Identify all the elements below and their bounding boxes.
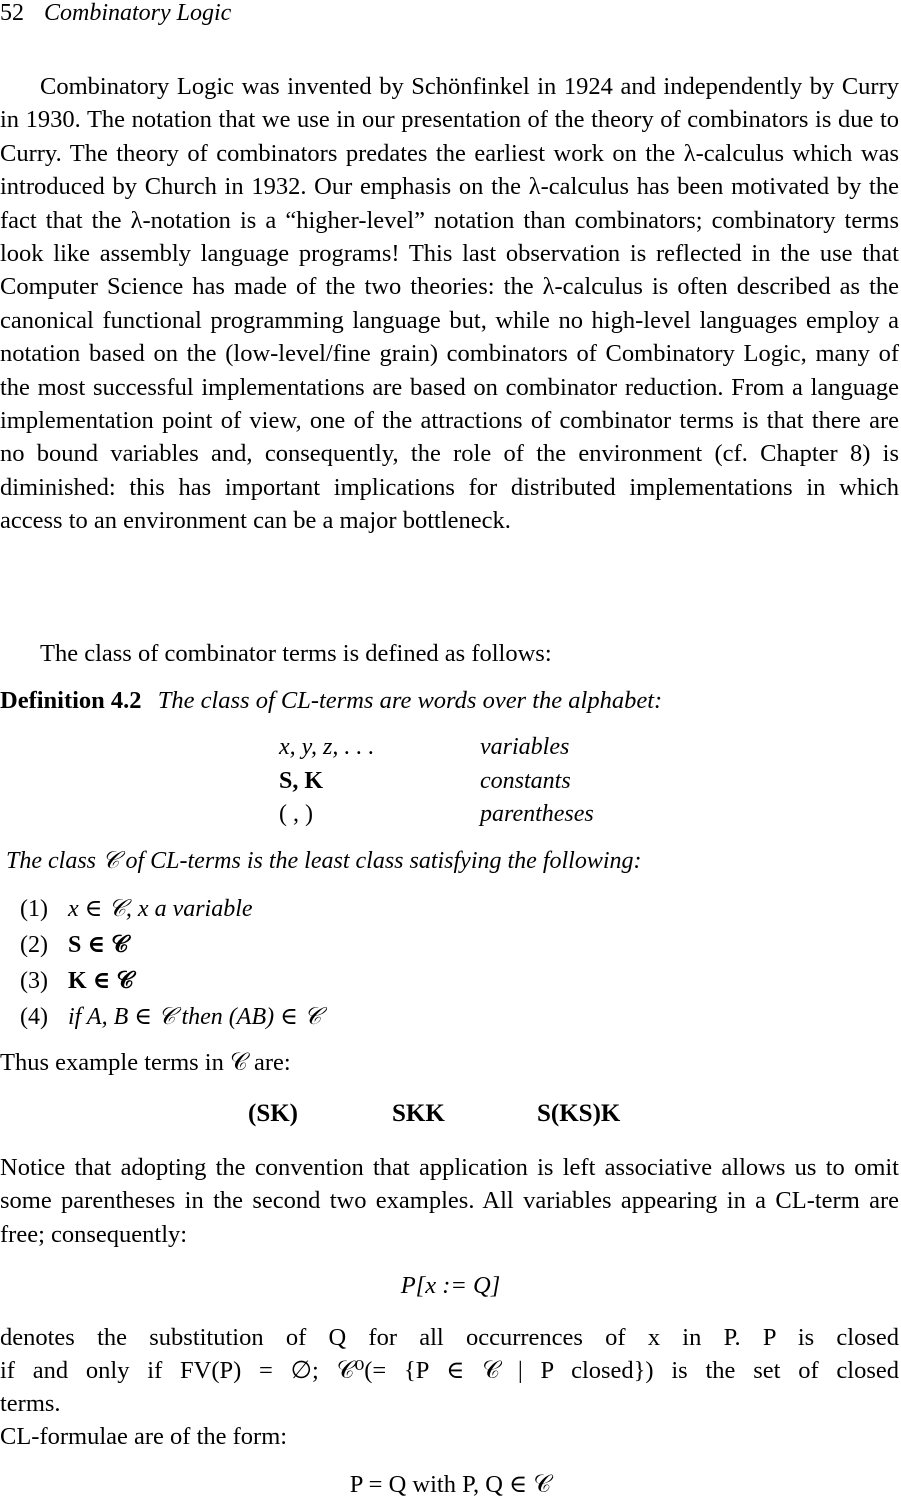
class-statement: The class 𝒞 of CL-terms is the least class satisfying the following: <box>6 848 642 874</box>
alphabet-row <box>279 731 594 765</box>
alphabet-symbol: S, K <box>279 767 324 794</box>
substitution-formula <box>0 1269 901 1303</box>
rule-number: (4) <box>20 1004 48 1030</box>
running-title: Combinatory Logic <box>44 0 232 26</box>
definition-text: The class of CL-terms are words over the alphabet: <box>157 687 663 714</box>
rule-text: K ∈ 𝒞 <box>68 968 134 994</box>
rule-item <box>20 927 321 963</box>
substitution-formula-text: P[x := Q] <box>400 1272 501 1299</box>
alphabet-symbol: ( , ) <box>279 801 313 827</box>
cl-formula <box>0 1468 901 1502</box>
examples-intro: Thus example terms in 𝒞 are: <box>0 1049 291 1076</box>
rule-number: (1) <box>20 896 48 922</box>
alphabet-table <box>279 731 594 832</box>
cl-formula-text: P = Q with P, Q ∈ 𝒞 <box>349 1471 552 1498</box>
closed-terms-line-2: if and only if FV(P) = ∅; 𝒞⁰(= {P ∈ 𝒞 | P closed}) is the set of closed <box>0 1357 899 1384</box>
alphabet-description: variables <box>480 734 570 760</box>
alphabet-row <box>279 798 594 832</box>
rule-item <box>20 891 321 927</box>
alphabet-symbol: x, y, z, . . . <box>279 734 375 760</box>
closed-terms-line-1: denotes the substitution of Q for all occurrences of x in P. P is closed <box>0 1324 899 1351</box>
example-term: S(KS)K <box>537 1100 621 1127</box>
definition-heading-line <box>0 684 662 717</box>
rule-item <box>20 999 321 1035</box>
closed-terms-line-3: terms. <box>0 1390 61 1417</box>
convention-paragraph: Notice that adopting the convention that application is left associative allows us to omit some parentheses in the second two examples. All variables appearing in a CL-term are free; consequently: <box>0 1154 899 1248</box>
rule-item <box>20 963 321 999</box>
alphabet-description: parentheses <box>480 801 594 827</box>
example-term: (SK) <box>248 1100 298 1127</box>
alphabet-description: constants <box>480 767 571 794</box>
rule-list <box>20 891 321 1035</box>
page-header <box>0 0 231 26</box>
rule-number: (3) <box>20 968 48 994</box>
definition-lead-in: The class of combinator terms is defined as follows: <box>40 640 552 667</box>
page-number: 52 <box>0 0 24 26</box>
definition-heading: Definition 4.2 <box>0 687 142 714</box>
rule-text: x ∈ 𝒞, x a variable <box>68 896 253 922</box>
rule-text: S ∈ 𝒞 <box>68 932 129 958</box>
formulae-intro: CL-formulae are of the form: <box>0 1423 288 1450</box>
rule-text: if A, B ∈ 𝒞 then (AB) ∈ 𝒞 <box>68 1004 322 1030</box>
example-term: SKK <box>392 1100 445 1127</box>
intro-paragraph: Combinatory Logic was invented by Schönfinkel in 1924 and independently by Curry in 1930. The notation that we use in our presentation of the theory of combinators is due to Curry. The theory of combinators predates the earliest work on the λ-calculus which was introduced by Church in 1932. Our emphasis on the λ-calculus has been motivated by the fact that the λ-notation is a “higher-level” notation than combinators; combinatory terms look like assembly language programs! This last observation is reflected in the use that Computer Science has made of the two theories: the λ-calculus is often described as the canonical functional programming language but, while no high-level languages employ a notation based on the (low-level/fine grain) combinators of Combinatory Logic, many of the most successful implementations are based on combinator reduction. From a language implementation point of view, one of the attractions of combinator terms is that there are no bound variables and, consequently, the role of the environment (cf. Chapter 8) is diminished: this has important implications for distributed implementations in which access to an environment can be a major bottleneck. <box>0 73 899 535</box>
rule-number: (2) <box>20 932 48 958</box>
alphabet-row <box>279 765 594 799</box>
